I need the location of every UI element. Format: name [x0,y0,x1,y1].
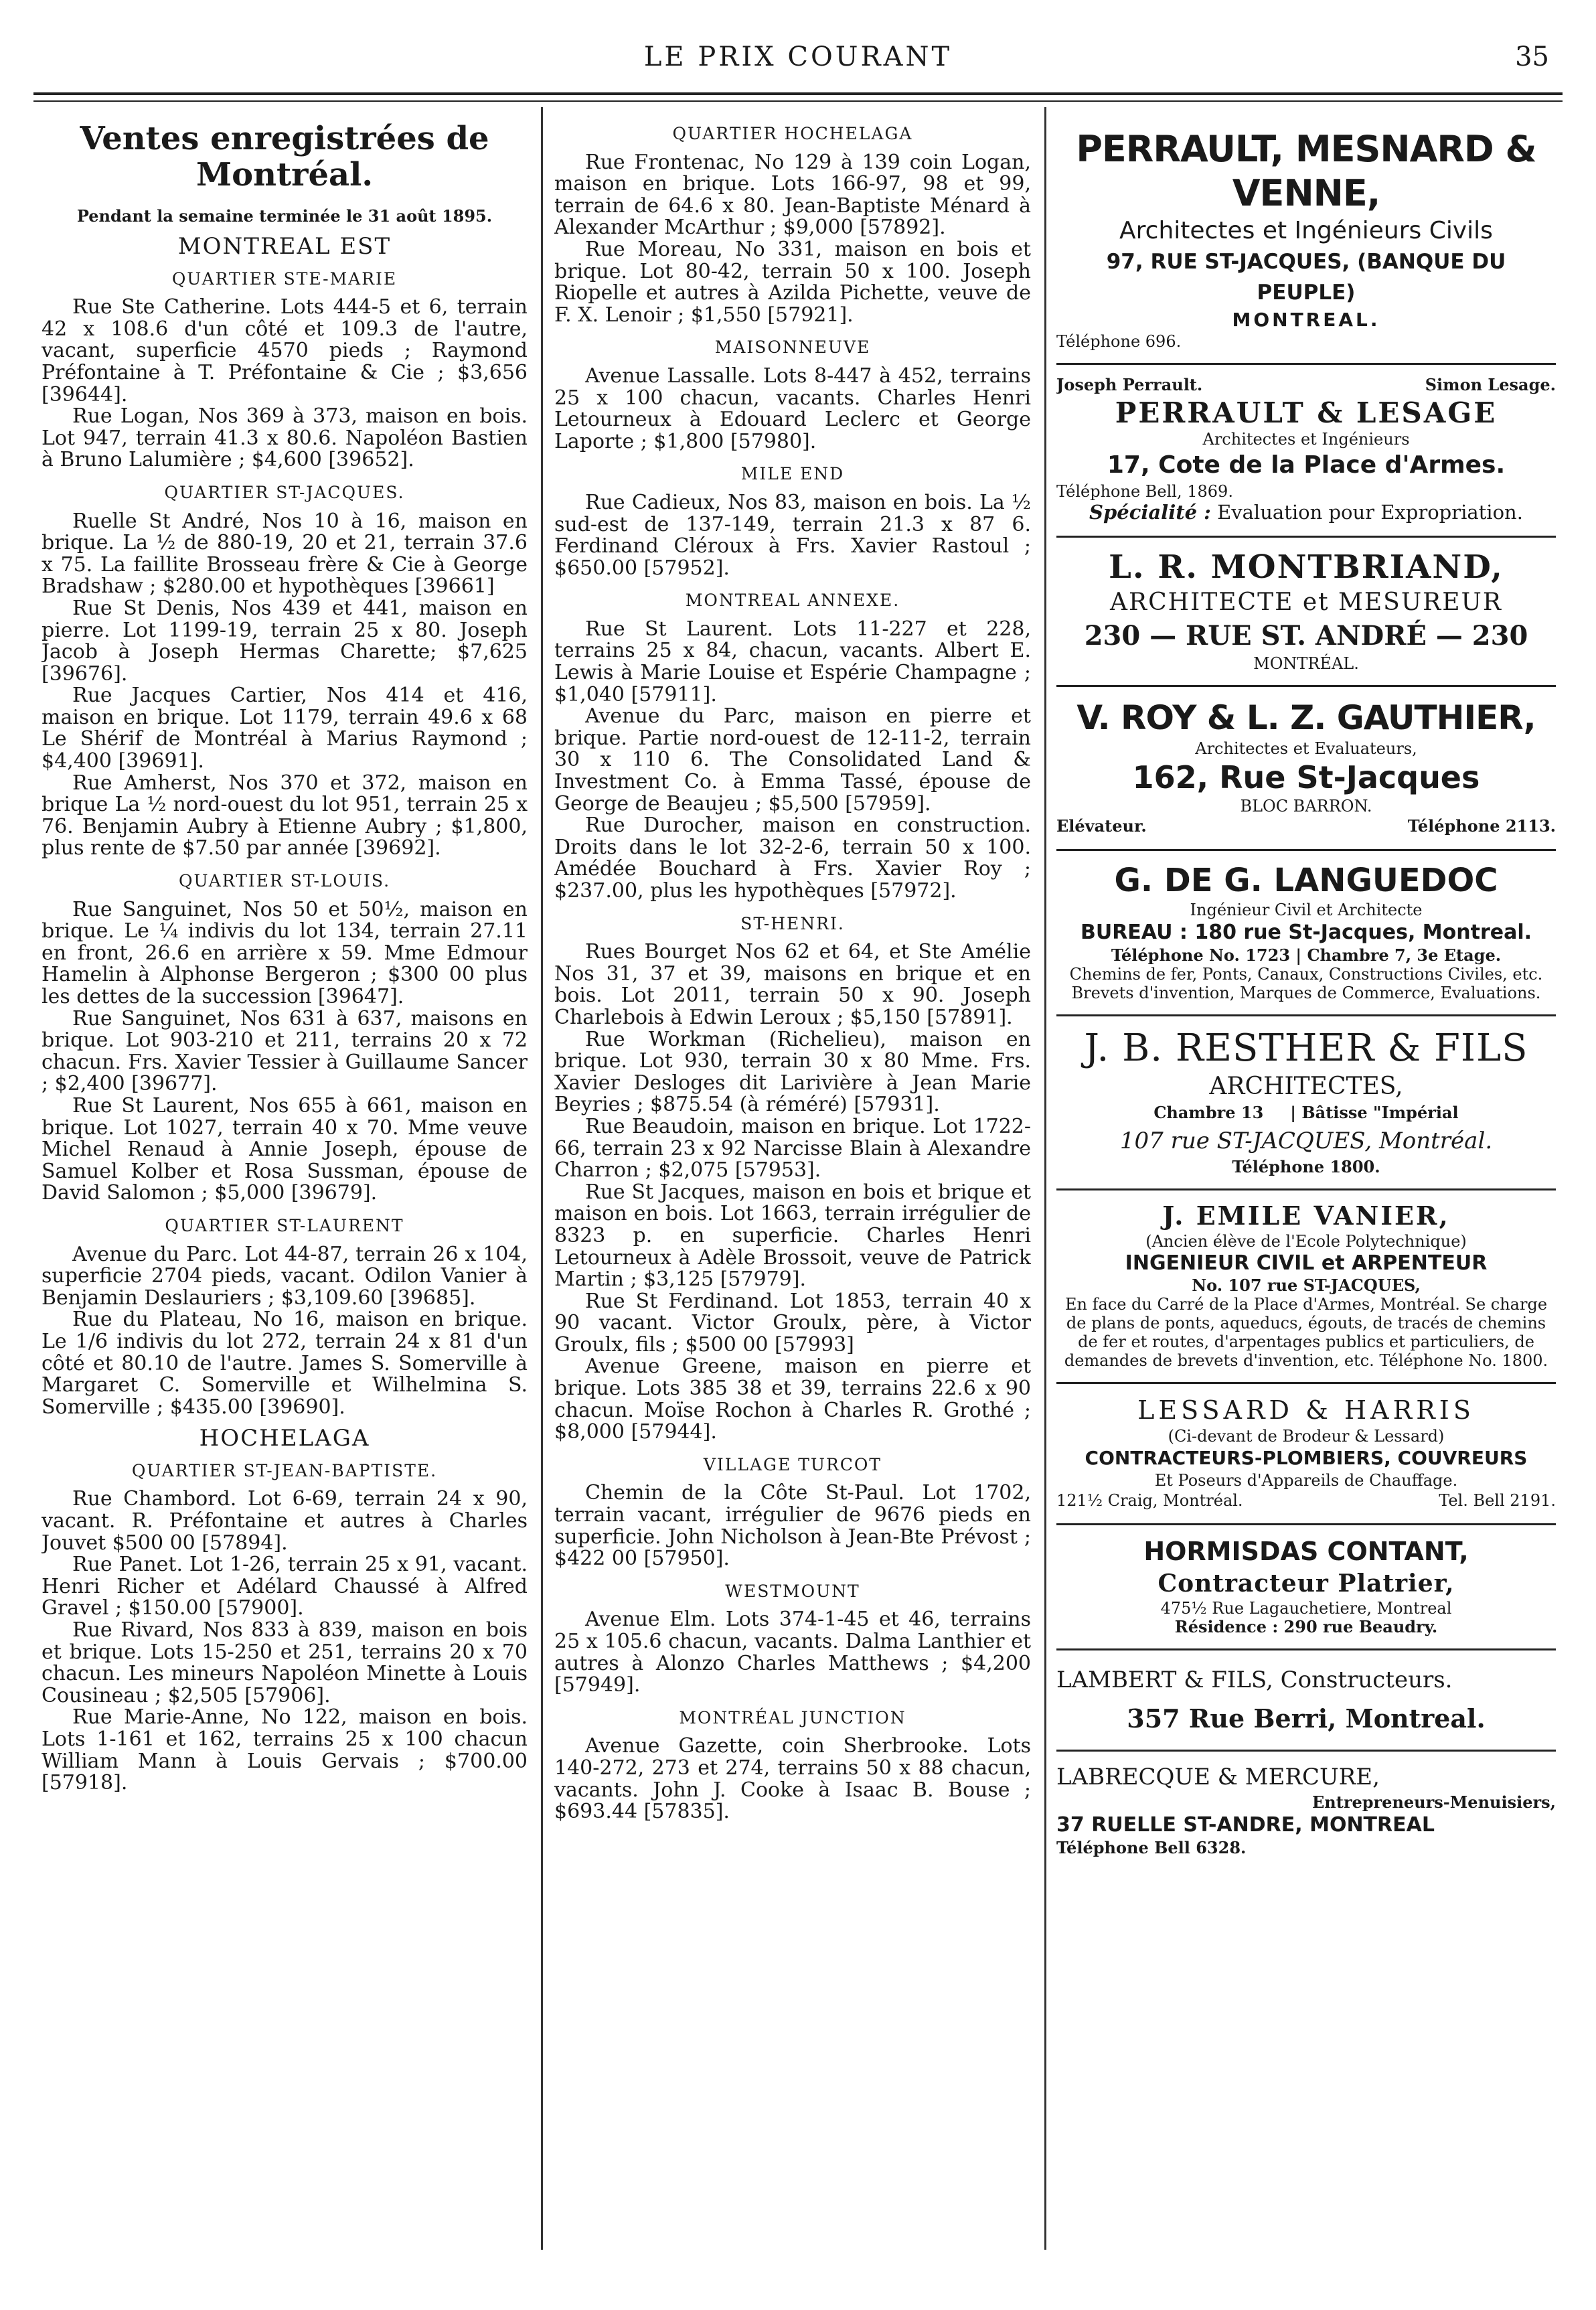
sale-entry: Rue Cadieux, Nos 83, maison en bois. La ½ sud-est de 137-149, terrain 21.3 x 87 6. Ferdinand Cléroux à Frs. Xavier Rastoul ; $650.00 [57952]. [554,490,1031,580]
ad-subtitle: Ingénieur Civil et Architecte [1190,901,1423,920]
column-1 [42,121,528,2283]
header-rule [33,92,1563,95]
sale-entry: Avenue Greene, maison en pierre et brique. Lots 385 38 et 39, terrains 22.6 x 90 chacun. Moïse Rochon à Charles R. Grothé ; $8,000 [57944]. [554,1355,1031,1444]
sale-entry: Rue Logan, Nos 369 à 373, maison en bois. Lot 947, terrain 41.3 x 80.6. Napoléon Bastien à Bruno Lalumière ; $4,600 [39652]. [42,404,528,472]
ad-address: 162, Rue St-Jacques [1132,759,1480,795]
sale-entry: Rue Marie-Anne, No 122, maison en bois. Lots 1-161 et 162, terrains 25 x 100 chacun William Mann à Louis Gervais ; $700.00 [57918]. [42,1705,528,1795]
sale-entry: Rue Beaudoin, maison en brique. Lot 1722-66, terrain 23 x 92 Narcisse Blain à Alexandre Charron ; $2,075 [57953]. [554,1114,1031,1182]
ad-subtitle: ARCHITECTE et MESUREUR [1109,588,1503,616]
ad-address: 97, RUE ST-JACQUES, (BANQUE DU PEUPLE) [1106,250,1506,305]
sale-entry: Rue Rivard, Nos 833 à 839, maison en bois et brique. Lots 15-250 et 251, terrains 20 x 70 chacun. Les mineurs Napoléon Minette à Louis Cousineau ; $2,505 [57906]. [42,1618,528,1707]
sale-entry: Avenue Lassalle. Lots 8-447 à 452, terrains 25 x 100 chacun, vacants. Charles Henri Letourneux à Edouard Leclerc et George Laporte ; $1,800 [57980]. [554,364,1031,453]
specialty-label: Spécialité : [1089,500,1211,524]
ad-subtitle: Contracteur Platrier, [1158,1569,1455,1598]
quartier-heading: QUARTIER HOCHELAGA [672,124,913,143]
ad-name: G. DE G. LANGUEDOC [1114,862,1498,900]
ad-description: Chemins de fer, Ponts, Canaux, Constructions Civiles, etc. Brevets d'invention, Marques de Commerce, Evaluations. [1069,965,1543,1003]
ad-name: J. B. RESTHER & FILS [1084,1026,1528,1071]
ad-name: J. EMILE VANIER, [1162,1200,1450,1231]
sale-entry: Rue St Laurent, Nos 655 à 661, maison en brique. Lot 1027, terrain 40 x 70. Mme veuve Michel Renaud à Annie Joseph, épouse de Samuel Kolber et Rosa Sussman, épouse de David Salomon ; $5,000 [39679]. [42,1093,528,1205]
sale-entry: Avenue du Parc, maison en pierre et brique. Partie nord-ouest de 12-11-2, terrain 30 x 110 6. The Consolidated Land & Investment Co. à Emma Tassé, épouse de George de Beaujeu ; $5,500 [57959]. [554,704,1031,816]
page-number: 35 [1515,42,1549,72]
sale-entry: Rue Amherst, Nos 370 et 372, maison en brique La ½ nord-ouest du lot 951, terrain 25 x 76. Benjamin Aubry à Etienne Aubry ; $1,800, plus rente de $7.50 par année [39692]. [42,771,528,860]
sale-entry: Rue Workman (Richelieu), maison en brique. Lot 930, terrain 30 x 80 Mme. Frs. Xavier Desloges dit Larivière à Jean Marie Beyries ; $875.54 (à réméré) [57931]. [554,1027,1031,1117]
ad-profession: INGENIEUR CIVIL et ARPENTEUR [1125,1251,1488,1275]
ad-name: V. ROY & L. Z. GAUTHIER, [1076,698,1536,737]
ad-resther [1056,1016,1556,1190]
sale-entry: Rues Bourget Nos 62 et 64, et Ste Amélie Nos 31, 37 et 39, maisons en brique et en bois. Lot 2011, terrain 50 x 90. Joseph Charlebois à Edwin Leroux ; $5,150 [57891]. [554,940,1031,1029]
ad-telephone: Téléphone Bell 6328. [1056,1838,1247,1858]
sale-entry: Chemin de la Côte St-Paul. Lot 1702, terrain vacant, irrégulier de 9676 pieds en superficie. John Nicholson à Jean-Bte Prévost ; $422 00 [57950]. [554,1481,1031,1571]
specialty-text: Evaluation pour Expropriation. [1217,500,1523,524]
ad-subtitle: ARCHITECTES, [1209,1073,1403,1101]
ad-lessard-harris [1056,1384,1556,1526]
district-heading: HOCHELAGA [199,1425,370,1452]
ad-roy-gauthier [1056,687,1556,852]
sale-entry: Rue St Ferdinand. Lot 1853, terrain 40 x 90 vacant. Victor Groulx, père, à Victor Groulx, fils ; $500 00 [57993] [554,1289,1031,1357]
ad-address: BUREAU : 180 rue St-Jacques, Montreal. [1080,921,1532,945]
sale-entry: Avenue du Parc. Lot 44-87, terrain 26 x 104, superficie 2704 pieds, vacant. Odilon Vanier à Benjamin Deslauriers ; $3,109.60 [39685]. [42,1242,528,1310]
period-note: Pendant la semaine terminée le 31 août 1895. [76,206,493,226]
sale-entry: Rue St Denis, Nos 439 et 441, maison en pierre. Lot 1199-19, terrain 25 x 80. Joseph Jacob à Joseph Hermas Charette; $7,625 [39676]. [42,596,528,686]
locality-heading: MAISONNEUVE [714,337,871,358]
ad-trade: CONTRACTEURS-PLOMBIERS, COUVREURS [1085,1446,1528,1469]
ad-subtitle: Architectes et Evaluateurs, [1195,739,1417,758]
ad-subtitle: Entrepreneurs-Menuisiers, [1312,1792,1556,1813]
ad-perrault-mesnard-venne [1056,118,1556,365]
ad-subtitle: Architectes et Ingénieurs [1202,429,1410,449]
sale-entry: Rue Ste Catherine. Lots 444-5 et 6, terrain 42 x 108.6 d'un côté et 109.3 de l'autre, vacant, superficie 4570 pieds ; Raymond Préfontaine à T. Préfontaine & Cie ; $3,656 [39644]. [42,295,528,406]
locality-heading: ST-HENRI. [740,913,845,933]
locality-heading: VILLAGE TURCOT [703,1454,882,1474]
quartier-heading: QUARTIER ST-JACQUES. [164,482,405,502]
ad-telephone: Téléphone Bell, 1869. [1056,481,1233,501]
ad-name: PERRAULT, MESNARD & VENNE, [1076,128,1536,214]
section-title: Ventes enregistrées de Montréal. [80,121,489,194]
sale-entry: Rue Durocher, maison en construction. Droits dans le lot 32-2-6, terrain 50 x 100. Amédée Bouchard à Frs. Xavier Roy ; $237.00, plus les hypothèques [57972]. [554,814,1031,903]
ad-address: 230 — RUE ST. ANDRÉ — 230 [1084,619,1528,651]
page-title: LE PRIX COURANT [643,42,953,72]
column-2 [554,121,1031,2283]
ad-address: 107 rue ST-JACQUES, Montréal. [1119,1127,1493,1154]
ad-languedoc [1056,851,1556,1016]
ad-city: MONTREAL. [1232,309,1380,331]
ad-address: 17, Cote de la Place d'Armes. [1107,451,1506,479]
ad-subtitle: (Ancien élève de l'Ecole Polytechnique) [1145,1231,1467,1251]
ad-bloc: BLOC BARRON. [1240,796,1372,816]
sale-entry: Rue Jacques Cartier, Nos 414 et 416, maison en brique. Lot 1179, terrain 49.6 x 68 Le Shérif de Montréal à Marius Raymond ; $4,400 [39691]. [42,684,528,773]
quartier-heading: QUARTIER ST-JEAN-BAPTISTE. [131,1460,438,1480]
sale-entry: Rue St Jacques, maison en bois et brique et maison en bois. Lot 1663, terrain irrégulier de 8323 p. en superficie. Charles Henri Letourneux à Adèle Brossoit, veuve de Patrick Martin ; $3,125 [57979]. [554,1180,1031,1292]
locality-heading: MONTREAL ANNEXE. [685,591,900,611]
ad-chamber-line [1056,1102,1556,1124]
ad-partners [1056,374,1556,396]
ad-address: 357 Rue Berri, Montreal. [1127,1703,1486,1734]
ad-address: 475½ Rue Lagauchetiere, Montreal [1160,1599,1452,1618]
sale-entry: Rue du Plateau, No 16, maison en brique. Le 1/6 indivis du lot 272, terrain 24 x 81 d'un côté et 80.10 de l'autre. James S. Somerville à Margaret C. Somerville et Wilhelmina S. Somerville ; $435.00 [39690]. [42,1308,528,1419]
ad-montbriand [1056,538,1556,687]
ad-name: LAMBERT & FILS, Constructeurs. [1056,1667,1453,1694]
sale-entry: Rue Moreau, No 331, maison en bois et brique. Lot 80-42, terrain 50 x 100. Joseph Riopelle et autres à Azilda Pichette, veuve de F. X. Lenoir ; $1,550 [57921]. [554,237,1031,327]
ad-telephone: Tel. Bell 2191. [1439,1490,1556,1510]
ad-description: En face du Carré de la Place d'Armes, Montréal. Se charge de plans de ponts, aqueducs, égouts, de tracés de chemins de fer et routes, d'arpentages publics et particuliers, de demandes de brevets d'invention, etc. Téléphone No. 1800. [1064,1294,1548,1370]
column-rule-1 [541,107,543,2250]
sale-entry: Rue Frontenac, No 129 à 139 coin Logan, maison en brique. Lots 166-97, 98 et 99, terrain de 64.6 x 80. Jean-Baptiste Ménard à Alexander McArthur ; $9,000 [57892]. [554,150,1031,240]
building-label: | Bâtisse "Impérial [1290,1103,1459,1123]
ad-labrecque-mercure [1056,1752,1556,1869]
ad-address: 121½ Craig, Montréal. [1056,1490,1243,1510]
ad-telephone: Téléphone 2113. [1407,816,1556,836]
ad-subtitle: Architectes et Ingénieurs Civils [1119,217,1493,244]
ad-description: Et Poseurs d'Appareils de Chauffage. [1154,1470,1458,1490]
ad-address: 37 RUELLE ST-ANDRE, MONTREAL [1056,1813,1435,1837]
ad-footer-line [1056,1490,1556,1512]
ad-name: PERRAULT & LESAGE [1115,396,1498,429]
ad-telephone: Téléphone No. 1723 | Chambre 7, 3e Etage. [1111,945,1502,966]
chamber-label: Chambre 13 [1153,1103,1264,1123]
ad-telephone: Téléphone 1800. [1232,1156,1380,1176]
ad-name: L. R. MONTBRIAND, [1109,548,1504,586]
ad-name: HORMISDAS CONTANT, [1143,1537,1469,1567]
sale-entry: Rue Sanguinet, Nos 631 à 637, maisons en brique. Lot 903-210 et 211, terrains 20 x 72 chacun. Frs. Xavier Tessier à Guillaume Sancer ; $2,400 [39677]. [42,1006,528,1096]
ad-telephone: Téléphone 696. [1056,332,1182,351]
partner-left: Joseph Perrault. [1056,375,1203,394]
partner-right: Simon Lesage. [1425,375,1556,394]
quartier-heading: QUARTIER ST-LOUIS. [178,871,391,891]
locality-heading: WESTMOUNT [725,1581,860,1601]
quartier-heading: QUARTIER STE-MARIE [171,268,398,289]
sale-entry: Rue Panet. Lot 1-26, terrain 25 x 91, vacant. Henri Richer et Adélard Chaussé à Alfred Gravel ; $150.00 [57900]. [42,1553,528,1620]
ad-residence: Résidence : 290 rue Beaudry. [1174,1617,1438,1637]
sale-entry: Ruelle St André, Nos 10 à 16, maison en brique. La ½ de 880-19, 20 et 21, terrain 37.6 x 75. La faillite Brosseau frère & Cie à George Bradshaw ; $280.00 et hypothèques [39661] [42,509,528,599]
quartier-heading: QUARTIER ST-LAURENT [165,1215,404,1235]
locality-heading: MILE END [740,464,845,484]
sale-entry: Rue Sanguinet, Nos 50 et 50½, maison en brique. Le ¼ indivis du lot 134, terrain 27.11 en front, 26.6 en arrière x 59. Mme Edmour Hamelin à Alphonse Bergeron ; $300 00 plus les dettes de la succession [39647]. [42,897,528,1008]
sale-entry: Avenue Elm. Lots 374-1-45 et 46, terrains 25 x 105.6 chacun, vacants. Dalma Lanthier et autres à Alonzo Charles Matthews ; $4,200 [57949]. [554,1608,1031,1697]
header-rule-thin [33,100,1563,102]
sale-entry: Rue St Laurent. Lots 11-227 et 228, terrains 25 x 84, chacun, vacants. Albert E. Lewis à Marie Louise et Espérie Champagne ; $1,040 [57911]. [554,617,1031,706]
ad-name: LESSARD & HARRIS [1137,1395,1475,1425]
ad-vanier [1056,1190,1556,1384]
ad-specialty [1056,501,1556,524]
ad-lambert [1056,1650,1556,1752]
ad-contant [1056,1525,1556,1650]
ad-perrault-lesage [1056,365,1556,538]
running-head [0,42,1596,82]
ad-subtitle: (Ci-devant de Brodeur & Lessard) [1168,1426,1445,1446]
advertisements-column [1056,118,1556,2281]
ad-footer-line [1056,816,1556,838]
locality-heading: MONTRÉAL JUNCTION [679,1707,906,1727]
elevator-note: Elévateur. [1056,816,1147,836]
column-rule-2 [1044,107,1046,2250]
ad-name: LABRECQUE & MERCURE, [1056,1764,1380,1791]
ad-address: No. 107 rue ST-JACQUES, [1192,1275,1421,1295]
sale-entry: Rue Chambord. Lot 6-69, terrain 24 x 90, vacant. R. Préfontaine et autres à Charles Jouvet $500 00 [57894]. [42,1487,528,1555]
sale-entry: Avenue Gazette, coin Sherbrooke. Lots 140-272, 273 et 274, terrains 50 x 88 chacun, vacants. John J. Cooke à Isaac B. Bouse ; $693.44 [57835]. [554,1734,1031,1824]
district-heading: MONTREAL EST [177,233,392,260]
ad-city: MONTRÉAL. [1253,653,1359,673]
